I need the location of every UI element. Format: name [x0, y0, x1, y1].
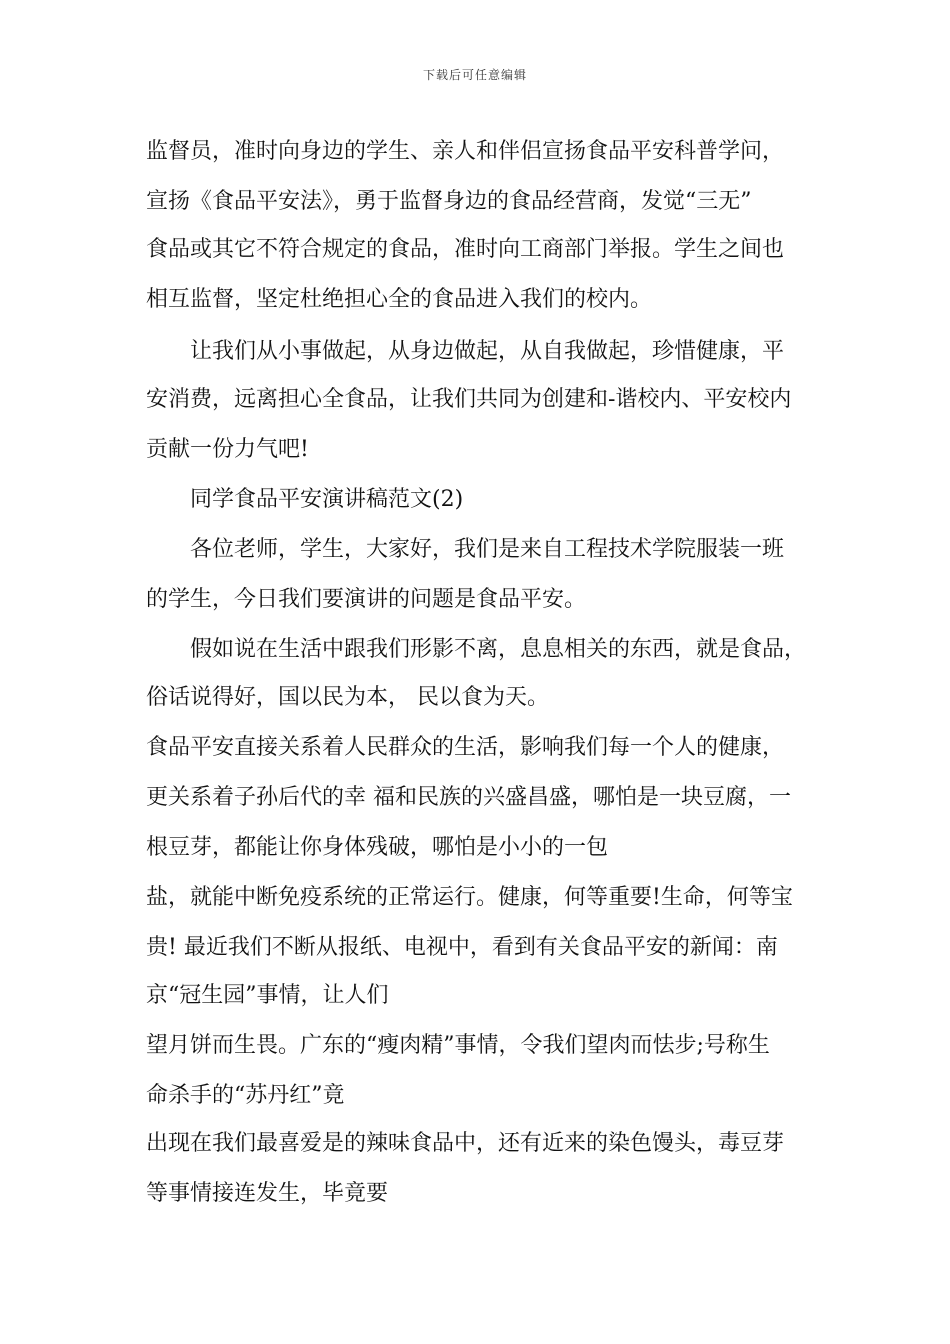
- text-line: 出现在我们最喜爱是的辣味食品中，还有近来的染色馒头，毒豆芽: [146, 1131, 785, 1156]
- text-line: 安消费，远离担心全食品，让我们共同为创建和-谐校内、平安校内: [146, 387, 792, 412]
- text-line: 俗话说得好，国以民为本， 民以食为天。: [146, 685, 549, 710]
- text-line: 食品或其它不符合规定的食品，准时向工商部门举报。学生之间也: [146, 237, 785, 262]
- text-line: 贵! 最近我们不断从报纸、电视中，看到有关食品平安的新闻：南: [146, 935, 778, 960]
- text-line: 贡献一份力气吧!: [146, 437, 309, 462]
- text-line: 望月饼而生畏。广东的“瘦肉精”事情，令我们望肉而怯步;号称生: [146, 1033, 770, 1058]
- text-line: 盐，就能中断免疫系统的正常运行。健康，何等重要!生命，何等宝: [146, 885, 793, 910]
- text-line-indented: 假如说在生活中跟我们形影不离，息息相关的东西，就是食品，: [190, 637, 807, 662]
- text-line: 食品平安直接关系着人民群众的生活，影响我们每一个人的健康，: [146, 735, 785, 760]
- text-line: 等事情接连发生，毕竟要: [146, 1181, 389, 1206]
- text-line: 京“冠生园”事情，让人们: [146, 983, 389, 1008]
- text-line: 根豆芽，都能让你身体残破，哪怕是小小的一包: [146, 835, 609, 860]
- text-line-indented: 让我们从小事做起，从身边做起，从自我做起，珍惜健康，平: [190, 339, 785, 364]
- text-line: 更关系着子孙后代的幸 福和民族的兴盛昌盛，哪怕是一块豆腐，一: [146, 785, 791, 810]
- text-line: 的学生，今日我们要演讲的问题是食品平安。: [146, 587, 587, 612]
- page-header: 下载后可任意编辑: [422, 68, 527, 82]
- text-line: 命杀手的“苏丹红”竟: [146, 1083, 345, 1108]
- text-line: 相互监督，坚定杜绝担心全的食品进入我们的校内。: [146, 287, 653, 312]
- text-line-indented: 各位老师，学生，大家好，我们是来自工程技术学院服装一班: [190, 537, 785, 562]
- text-line: 宣扬《食品平安法》，勇于监督身边的食品经营商，发觉“三无”: [146, 189, 752, 214]
- section-title: 同学食品平安演讲稿范文(2): [190, 487, 464, 512]
- text-line: 监督员，准时向身边的学生、亲人和伴侣宣扬食品平安科普学问，: [146, 139, 785, 164]
